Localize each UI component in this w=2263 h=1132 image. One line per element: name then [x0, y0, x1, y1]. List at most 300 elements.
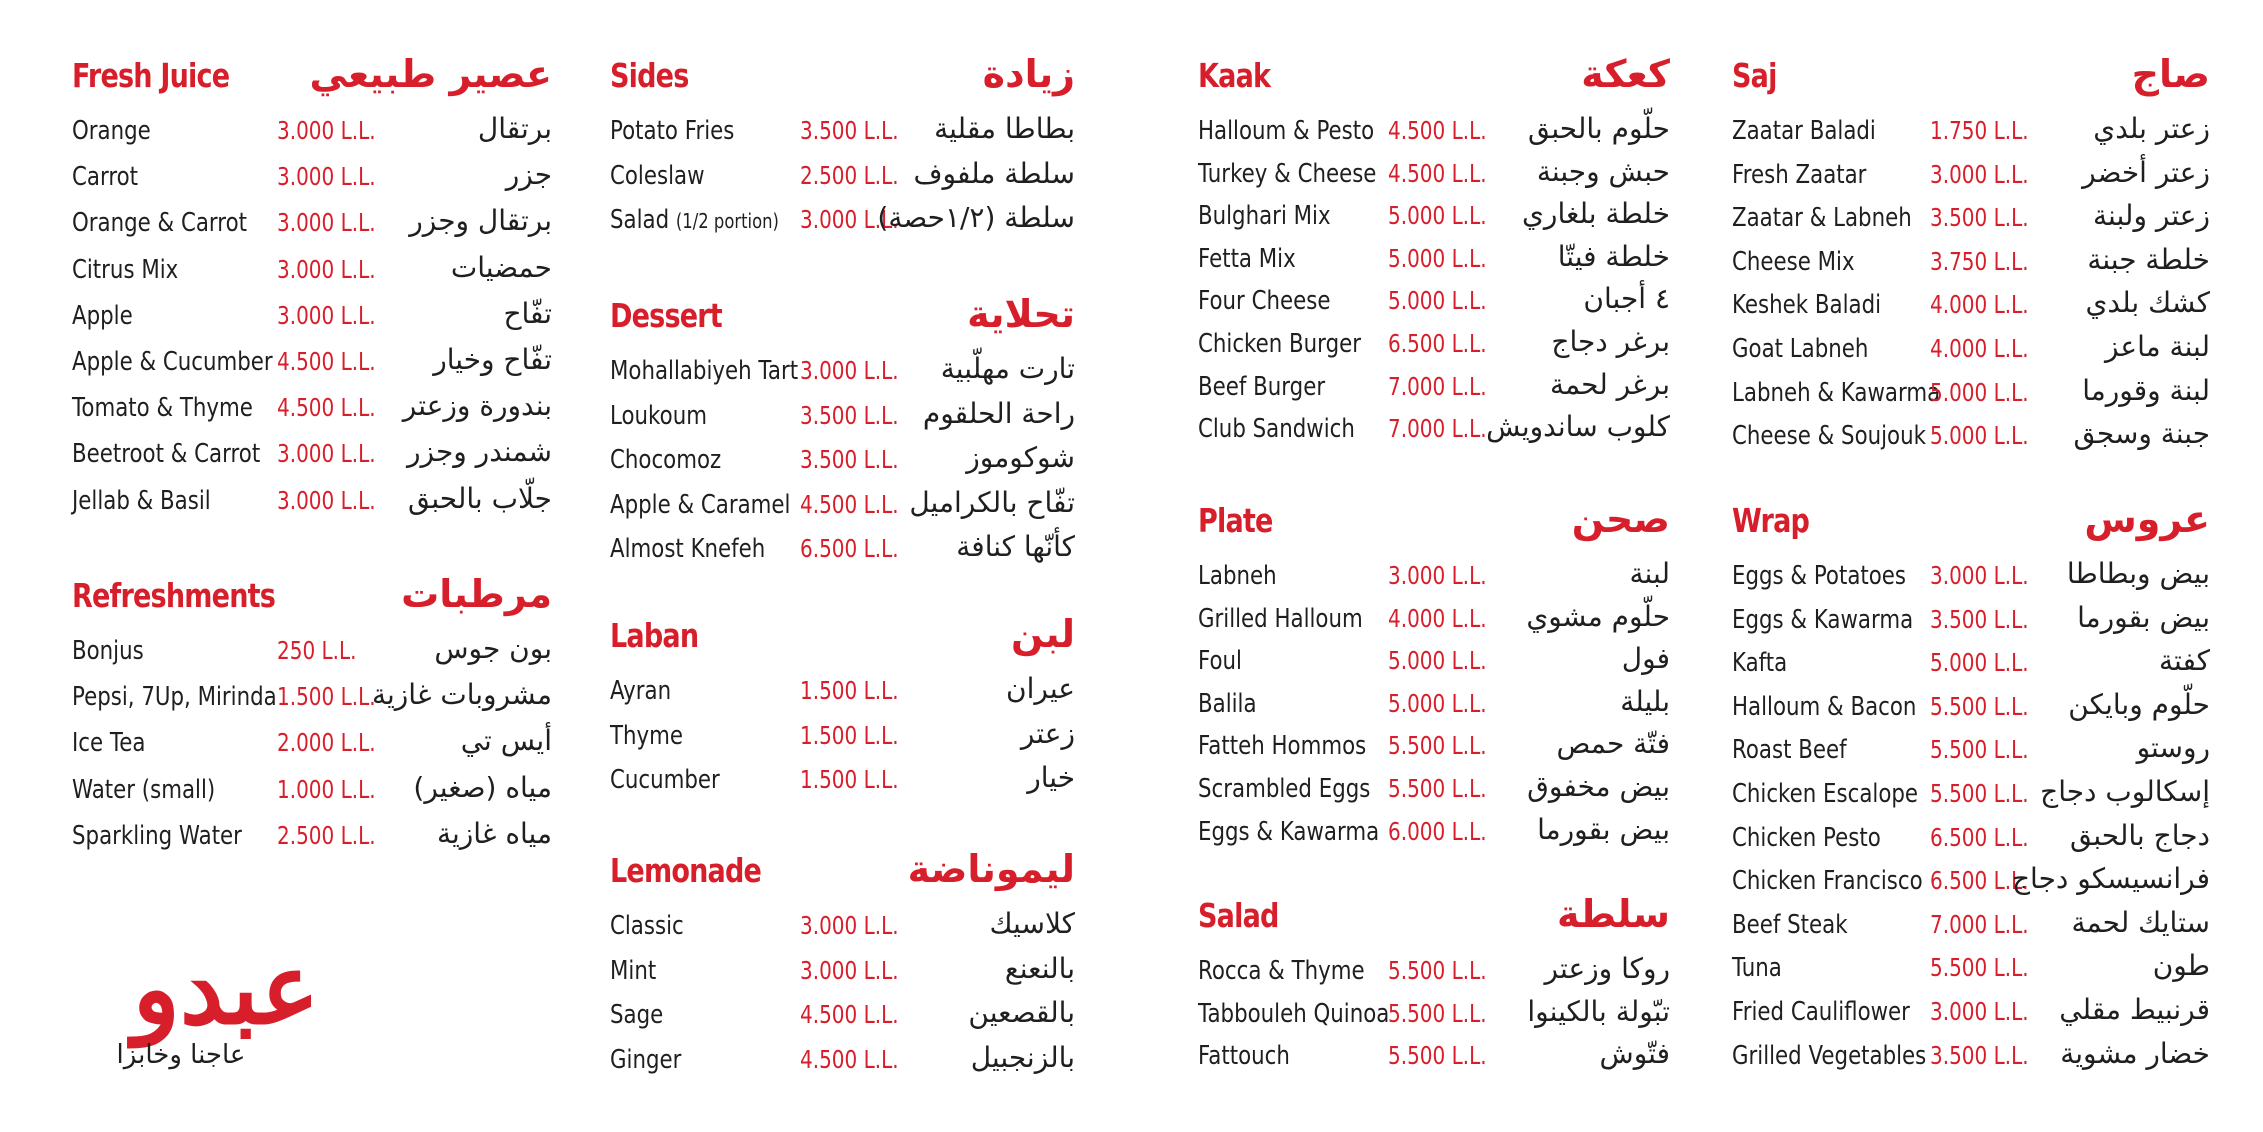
item-name-ar: بون جوس — [434, 632, 552, 665]
item-name-ar: خلطة جبنة — [2087, 242, 2210, 276]
menu-item — [1732, 106, 2210, 150]
item-name-en — [610, 1045, 681, 1075]
item-name-en — [72, 775, 215, 805]
item-name-en — [610, 1000, 663, 1030]
menu-item — [1732, 595, 2210, 639]
item-price: 1.000 L.L. — [277, 774, 376, 804]
item-price: 3.500 L.L. — [800, 445, 899, 474]
item-name-en — [1198, 372, 1325, 402]
item-name-en — [1198, 201, 1331, 231]
item-name-en — [1732, 203, 1912, 233]
item-name-en — [72, 116, 151, 146]
item-name-ar: برتقال — [477, 112, 552, 145]
menu-item — [610, 990, 1075, 1035]
item-name-en-text: Salad — [610, 205, 670, 235]
item-name-en-text: Citrus Mix — [72, 254, 179, 285]
item-name-en — [1198, 731, 1366, 761]
item-name-ar: شوكوموز — [966, 441, 1075, 474]
item-price: 3.000 L.L. — [800, 955, 899, 985]
item-name-ar: تفّاح بالكراميل — [909, 485, 1075, 519]
item-name-en-text: Jellab & Basil — [72, 485, 211, 516]
item-name-en-text: Halloum & Pesto — [1198, 116, 1375, 146]
item-name-en-text: Roast Beef — [1732, 735, 1847, 766]
item-name-ar: كشك بلدي — [2085, 286, 2210, 320]
menu-item — [1198, 404, 1670, 447]
item-name-ar: بطاطا مقلية — [934, 112, 1075, 145]
menu-item — [1198, 946, 1670, 989]
menu-item — [1732, 987, 2210, 1031]
item-name-ar: بالنعنع — [1004, 951, 1075, 985]
item-name-en — [72, 393, 253, 423]
item-name-en-text: Fatteh Hommos — [1198, 731, 1367, 762]
item-price: 4.500 L.L. — [800, 489, 899, 519]
item-price: 3.000 L.L. — [800, 356, 899, 385]
item-price: 3.750 L.L. — [1930, 246, 2029, 276]
item-price: 5.000 L.L. — [1388, 243, 1487, 273]
section-title-ar: عروس — [2084, 497, 2210, 541]
menu-item — [1732, 769, 2210, 813]
menu-item — [72, 337, 552, 383]
item-name-en-text: Grilled Vegetables — [1732, 1040, 1927, 1071]
menu-item — [1198, 764, 1670, 807]
menu-item — [1732, 150, 2210, 194]
item-name-en — [610, 765, 720, 795]
item-price: 3.500 L.L. — [1930, 1040, 2029, 1070]
item-price: 6.500 L.L. — [800, 534, 899, 563]
item-name-ar: إسكالوب دجاج — [2040, 774, 2210, 808]
item-price: 3.000 L.L. — [800, 205, 899, 234]
item-name-en-text: Water (small) — [72, 774, 216, 805]
item-name-ar: كلوب ساندويش — [1486, 410, 1670, 444]
item-name-en-text: Labneh — [1198, 561, 1277, 591]
item-price: 6.500 L.L. — [1930, 822, 2029, 852]
item-name-en — [610, 721, 683, 751]
item-name-en — [1198, 414, 1355, 444]
item-name-en-text: Turkey & Cheese — [1198, 158, 1377, 189]
item-name-en-text: Halloum & Bacon — [1732, 691, 1917, 722]
item-name-ar: شمندر وجزر — [406, 435, 552, 469]
item-price: 1.500 L.L. — [800, 720, 899, 750]
item-price: 5.000 L.L. — [1388, 201, 1487, 231]
item-name-en — [1732, 605, 1913, 635]
section-title-ar: عصير طبيعي — [309, 52, 552, 96]
menu-section — [610, 610, 1075, 800]
section-header — [72, 570, 552, 626]
item-price: 4.000 L.L. — [1930, 290, 2029, 320]
item-price: 1.750 L.L. — [1930, 116, 2029, 145]
item-name-ar: حلّوم بالحبق — [1527, 112, 1670, 145]
item-price: 5.500 L.L. — [1930, 691, 2029, 721]
item-name-en-text: Mohallabiyeh Tart — [610, 356, 799, 386]
item-name-en-text: Apple & Cucumber — [72, 346, 273, 377]
section-title-en: Kaak — [1198, 56, 1271, 95]
menu-item — [72, 152, 552, 198]
item-name-ar: مياه غازية — [436, 816, 552, 850]
item-name-en-text: Four Cheese — [1198, 286, 1331, 317]
item-name-en — [1732, 735, 1847, 765]
section-header — [1198, 495, 1670, 551]
menu-section — [1732, 495, 2210, 1074]
item-name-en-text: Thyme — [610, 720, 684, 751]
item-name-en — [1198, 604, 1363, 634]
item-name-en-text: Bonjus — [72, 636, 144, 666]
item-price: 3.000 L.L. — [1930, 561, 2029, 590]
item-name-ar: كأنّها كنافة — [956, 530, 1075, 563]
item-name-ar: لبنة وقورما — [2082, 373, 2210, 407]
item-price: 3.000 L.L. — [277, 300, 376, 330]
menu-item — [610, 901, 1075, 946]
menu-item — [1198, 319, 1670, 362]
item-price: 3.500 L.L. — [800, 400, 899, 430]
item-name-ar: طون — [2152, 949, 2210, 983]
item-name-ar: راحة الحلقوم — [922, 396, 1075, 430]
item-name-ar: جزر — [505, 158, 552, 192]
item-name-en — [1198, 646, 1242, 676]
item-price: 5.000 L.L. — [1388, 646, 1487, 676]
item-name-en-text: Orange & Carrot — [72, 208, 248, 239]
section-title-en: Plate — [1198, 501, 1273, 540]
item-name-en — [1198, 689, 1257, 719]
item-name-en-text: Apple & Caramel — [610, 489, 791, 520]
section-title-en: Dessert — [610, 296, 722, 335]
item-name-ar: سلطة ملفوف — [913, 156, 1075, 190]
menu-item — [610, 106, 1075, 151]
item-name-en-text: Chicken Escalope — [1732, 778, 1919, 809]
menu-item — [72, 245, 552, 291]
menu-item — [1198, 989, 1670, 1032]
item-price: 5.000 L.L. — [1930, 377, 2029, 407]
item-price: 6.500 L.L. — [1930, 866, 2029, 896]
item-price: 5.500 L.L. — [1388, 773, 1487, 803]
item-name-en-text: Tabbouleh Quinoa — [1198, 998, 1390, 1029]
item-name-en-text: Chocomoz — [610, 445, 722, 475]
item-name-ar: لبنة — [1629, 557, 1670, 590]
menu-item — [72, 765, 552, 811]
item-price: 5.000 L.L. — [1388, 286, 1487, 316]
item-name-en — [1198, 956, 1365, 986]
menu-item — [1198, 1031, 1670, 1074]
menu-item — [72, 106, 552, 152]
item-name-en — [1732, 779, 1918, 809]
item-name-en-text: Eggs & Potatoes — [1732, 561, 1907, 591]
item-name-en — [1198, 116, 1374, 146]
item-name-ar: فتّوش — [1599, 1037, 1670, 1071]
menu-item — [1732, 943, 2210, 987]
menu-item — [72, 626, 552, 672]
logo-tagline: عاجنا وخابزا — [116, 1040, 246, 1070]
menu-item — [610, 480, 1075, 525]
item-price: 3.000 L.L. — [1930, 159, 2029, 189]
menu-item — [610, 346, 1075, 391]
item-name-en-text: Beef Steak — [1732, 909, 1848, 940]
menu-item — [1732, 280, 2210, 324]
section-title-ar: صحن — [1571, 497, 1670, 541]
section-title-ar: صاج — [2131, 52, 2210, 96]
item-price: 3.000 L.L. — [1930, 996, 2029, 1026]
item-price: 3.500 L.L. — [1930, 604, 2029, 634]
item-name-en-text: Balila — [1198, 688, 1257, 719]
item-name-ar: بالزنجبيل — [970, 1040, 1075, 1074]
menu-item — [1732, 725, 2210, 769]
menu-section — [1198, 50, 1670, 447]
item-name-en-text: Goat Labneh — [1732, 333, 1869, 364]
menu-item — [1198, 149, 1670, 192]
item-name-en — [1732, 290, 1881, 320]
item-name-ar: بالقصعين — [968, 996, 1075, 1029]
item-price: 3.000 L.L. — [277, 439, 376, 469]
item-price: 3.000 L.L. — [277, 254, 376, 284]
item-name-en — [1732, 823, 1881, 853]
item-price: 3.000 L.L. — [277, 116, 376, 145]
item-name-en — [610, 205, 779, 235]
section-title-en: Salad — [1198, 896, 1279, 935]
item-name-en-text: Cheese Mix — [1732, 246, 1855, 277]
item-name-en — [610, 116, 734, 146]
item-price: 4.000 L.L. — [1930, 333, 2029, 363]
item-name-en — [610, 676, 671, 706]
menu-item — [1198, 594, 1670, 637]
item-price: 4.500 L.L. — [1388, 116, 1487, 145]
section-title-ar: لبن — [1011, 612, 1075, 656]
menu-item — [72, 811, 552, 857]
item-name-ar: تفّاح — [503, 296, 552, 330]
item-name-ar: بليلة — [1620, 684, 1670, 718]
item-price: 1.500 L.L. — [800, 676, 899, 705]
item-name-en-text: Chicken Francisco — [1732, 866, 1923, 897]
item-name-en — [1198, 159, 1376, 189]
menu-item — [1732, 856, 2210, 900]
item-price: 7.000 L.L. — [1388, 371, 1487, 401]
item-name-ar: بيض بقورما — [2077, 600, 2210, 634]
item-name-en — [1732, 866, 1923, 896]
item-name-en-text: Fried Cauliflower — [1732, 996, 1910, 1027]
item-name-en-text: Fresh Zaatar — [1732, 159, 1867, 190]
item-name-ar: ستايك لحمة — [2071, 905, 2210, 939]
item-name-en — [1198, 1041, 1290, 1071]
item-price: 4.500 L.L. — [1388, 158, 1487, 188]
item-name-ar: قرنبيط مقلي — [2059, 992, 2210, 1026]
item-name-en — [1732, 1041, 1926, 1071]
section-title-en: Wrap — [1732, 501, 1810, 540]
item-price: 5.500 L.L. — [1930, 953, 2029, 983]
item-name-ar: زعتر أخضر — [2082, 155, 2210, 189]
section-title-ar: مرطبات — [401, 572, 552, 616]
item-name-en-text: Chicken Burger — [1198, 328, 1361, 359]
item-name-ar: برغر دجاج — [1551, 324, 1670, 358]
item-name-en — [1198, 329, 1361, 359]
section-title-en: Lemonade — [610, 851, 762, 890]
item-name-en-text: Sparkling Water — [72, 820, 242, 851]
item-name-ar: حبش وجبنة — [1536, 154, 1670, 188]
item-name-ar: برتقال وجزر — [409, 204, 552, 238]
section-header — [610, 50, 1075, 106]
item-name-en-text: Fetta Mix — [1198, 243, 1296, 274]
item-name-en-text: Ayran — [610, 676, 672, 706]
item-name-ar: خلطة بلغاري — [1522, 197, 1670, 231]
menu-item — [610, 391, 1075, 436]
item-price: 5.500 L.L. — [1388, 956, 1487, 985]
item-name-en-text: Almost Knefeh — [610, 534, 766, 564]
item-name-en-text: Classic — [610, 911, 684, 941]
item-name-ar: روستو — [2136, 731, 2210, 765]
item-price: 6.500 L.L. — [1388, 328, 1487, 358]
menu-item — [1732, 551, 2210, 595]
menu-item — [72, 672, 552, 718]
item-name-en — [1198, 999, 1389, 1029]
menu-section — [72, 50, 552, 522]
brand-logo — [76, 932, 376, 1085]
item-name-en — [610, 490, 790, 520]
section-title-ar: كعكة — [1581, 52, 1670, 96]
item-name-ar: كلاسيك — [989, 907, 1075, 940]
item-name-ar: عيران — [1006, 672, 1075, 705]
item-name-en — [1732, 116, 1876, 146]
menu-item — [1198, 721, 1670, 764]
item-name-ar: فرانسيسكو دجاج — [2011, 862, 2210, 896]
section-title-ar: تحلاية — [967, 292, 1075, 336]
section-header — [1732, 50, 2210, 106]
item-name-en — [1732, 561, 1906, 591]
section-title-ar: سلطة — [1557, 892, 1670, 936]
section-header — [1198, 890, 1670, 946]
item-name-en-text: Tuna — [1732, 953, 1782, 984]
menu-item — [1198, 191, 1670, 234]
item-price: 250 L.L. — [277, 636, 357, 665]
item-name-ar: بندورة وزعتر — [402, 389, 552, 423]
item-name-ar: خضار مشوية — [2060, 1036, 2210, 1070]
item-name-en — [72, 728, 145, 758]
menu-item — [1198, 679, 1670, 722]
item-price: 3.000 L.L. — [277, 162, 376, 192]
section-header — [1732, 495, 2210, 551]
menu-section — [610, 290, 1075, 569]
item-price: 7.000 L.L. — [1930, 909, 2029, 939]
item-name-en — [610, 911, 684, 941]
item-name-ar: زعتر ولبنة — [2093, 199, 2210, 233]
menu-item — [610, 151, 1075, 196]
item-name-ar: خلطة فيتّا — [1557, 239, 1670, 273]
item-name-en-text: Pepsi, 7Up, Mirinda — [72, 682, 277, 713]
item-name-ar: فتّة حمص — [1556, 727, 1670, 761]
item-price: 3.000 L.L. — [277, 485, 376, 515]
item-name-ar: تارت مهلّبية — [940, 352, 1075, 385]
menu-item — [610, 666, 1075, 711]
item-name-en — [1198, 774, 1370, 804]
item-name-ar: دجاج بالحبق — [2069, 818, 2210, 852]
menu-section — [610, 50, 1075, 240]
menu-section — [1198, 495, 1670, 849]
menu-item — [610, 1035, 1075, 1080]
item-name-en-text: Chicken Pesto — [1732, 822, 1881, 853]
item-name-en-text: Zaatar & Labneh — [1732, 203, 1912, 234]
item-price: 5.000 L.L. — [1930, 421, 2029, 451]
item-price: 3.500 L.L. — [800, 116, 899, 145]
menu-item — [1198, 276, 1670, 319]
logo-wordmark: عبدو — [132, 932, 320, 1047]
item-name-ar: ٤ أجبان — [1583, 282, 1670, 316]
menu-item — [72, 198, 552, 244]
menu-item — [1198, 106, 1670, 149]
item-name-ar: بيض مخفوق — [1527, 769, 1670, 803]
item-price: 1.500 L.L. — [800, 765, 899, 794]
item-price: 4.500 L.L. — [277, 346, 376, 376]
item-price: 5.500 L.L. — [1388, 998, 1487, 1028]
menu-item — [72, 383, 552, 429]
item-name-en-text: Potato Fries — [610, 116, 735, 146]
item-name-en — [610, 356, 798, 386]
item-name-en-text: Carrot — [72, 162, 139, 193]
item-name-ar: بيض وبطاطا — [2066, 557, 2210, 590]
item-name-en — [1732, 247, 1855, 277]
item-price: 6.000 L.L. — [1388, 816, 1487, 846]
menu-item — [1198, 636, 1670, 679]
menu-item — [72, 429, 552, 475]
menu-item — [1732, 813, 2210, 857]
item-name-ar: جبنة وسجق — [2073, 417, 2210, 451]
item-name-en-text: Sage — [610, 1000, 664, 1030]
item-name-en-text: Mint — [610, 955, 657, 986]
item-name-en — [1732, 910, 1848, 940]
item-name-en — [1732, 648, 1787, 678]
item-name-en — [1198, 561, 1277, 591]
item-price: 5.500 L.L. — [1930, 778, 2029, 808]
menu-item — [1198, 362, 1670, 405]
item-name-ar: بيض بقورما — [1537, 812, 1670, 846]
item-name-en-text: Keshek Baladi — [1732, 290, 1882, 321]
section-header — [610, 845, 1075, 901]
item-name-ar: زعتر — [1020, 716, 1075, 750]
menu-item — [610, 946, 1075, 991]
item-price: 5.000 L.L. — [1930, 648, 2029, 678]
item-price: 4.500 L.L. — [800, 1044, 899, 1074]
item-name-en — [72, 162, 138, 192]
item-price: 2.500 L.L. — [277, 820, 376, 850]
item-name-en-text: Coleslaw — [610, 160, 705, 191]
menu-section — [72, 570, 552, 857]
item-name-en-text: Foul — [1198, 646, 1242, 677]
item-price: 4.500 L.L. — [277, 393, 376, 423]
menu-item — [1732, 638, 2210, 682]
item-name-en — [72, 347, 273, 377]
item-name-en — [72, 208, 247, 238]
item-name-en — [1732, 997, 1910, 1027]
menu-item — [1732, 1031, 2210, 1075]
section-title-en: Fresh Juice — [72, 56, 230, 95]
item-name-ar: كفتة — [2159, 644, 2210, 678]
section-header — [610, 610, 1075, 666]
menu-section — [1732, 50, 2210, 455]
item-name-en — [610, 401, 707, 431]
menu-item — [72, 476, 552, 522]
item-name-ar: تبّولة بالكينوا — [1527, 994, 1670, 1028]
item-price: 3.000 L.L. — [1388, 561, 1487, 590]
item-name-ar: فول — [1621, 642, 1670, 676]
item-price: 4.500 L.L. — [800, 1000, 899, 1029]
item-name-en — [1732, 953, 1782, 983]
menu-item — [610, 711, 1075, 756]
item-name-en — [1732, 160, 1866, 190]
section-title-ar: ليموناضة — [907, 847, 1075, 891]
item-name-en — [72, 486, 211, 516]
menu-item — [1732, 900, 2210, 944]
item-price: 3.000 L.L. — [800, 911, 899, 940]
item-name-en-text: Eggs & Kawarma — [1198, 816, 1380, 847]
section-title-en: Sides — [610, 56, 689, 95]
section-title-en: Refreshments — [72, 576, 276, 615]
menu-item — [72, 718, 552, 764]
menu-item — [610, 524, 1075, 569]
item-name-en — [1732, 692, 1916, 722]
